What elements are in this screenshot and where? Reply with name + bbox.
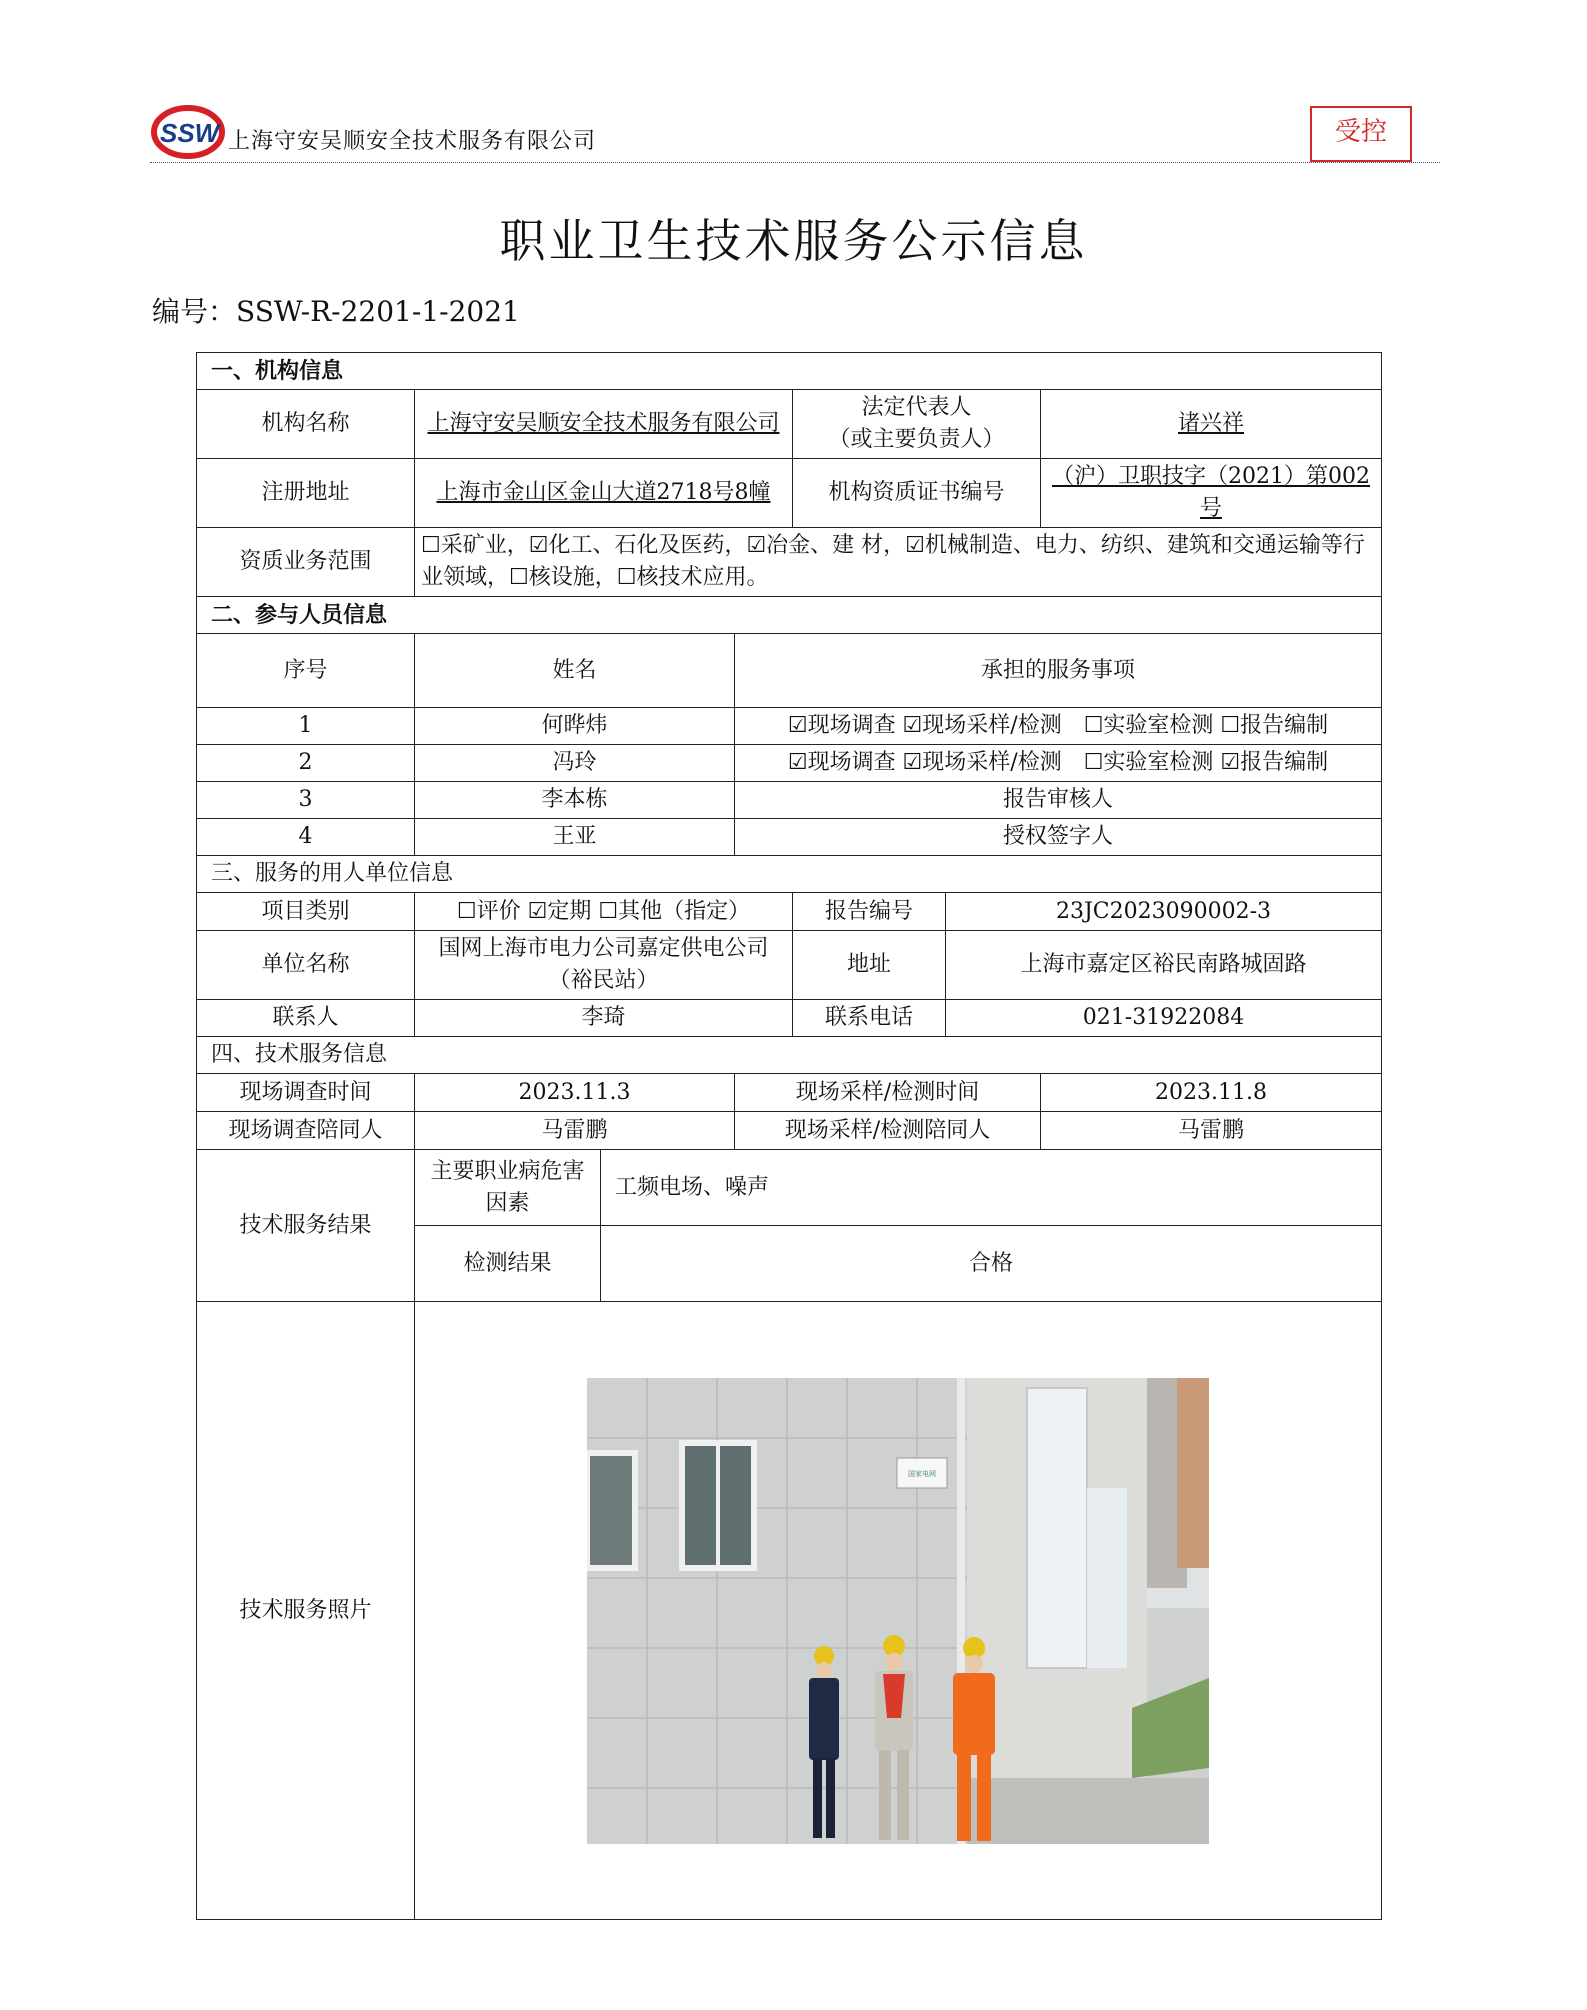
ssw-logo (150, 100, 228, 162)
controlled-stamp: 受控 (1310, 106, 1412, 162)
staff-row (197, 819, 1382, 856)
page-header (150, 96, 1440, 166)
logo-text: SSW (160, 118, 220, 148)
header-divider (150, 162, 1440, 163)
page-title: 职业卫生技术服务公示信息 (499, 214, 1088, 268)
staff-no: 3 (197, 782, 415, 819)
staff-name: 王亚 (415, 819, 735, 856)
contact-label: 联系人 (197, 1000, 415, 1037)
wall-sign: 国家电网 (908, 1469, 936, 1478)
detect-result-value: 合格 (601, 1226, 1382, 1302)
staff-duty: 授权签字人 (735, 819, 1382, 856)
staff-name: 冯玲 (415, 745, 735, 782)
address-value: 上海市金山区金山大道2718号8幢 (415, 459, 793, 528)
photo-cell (415, 1302, 1382, 1920)
survey-time-value: 2023.11.3 (415, 1074, 735, 1112)
hazard-value: 工频电场、噪声 (601, 1150, 1382, 1226)
org-name-value: 上海守安吴顺安全技术服务有限公司 (415, 390, 793, 459)
col-header-no: 序号 (197, 634, 415, 708)
project-type-label: 项目类别 (197, 893, 415, 931)
phone-value: 021-31922084 (946, 1000, 1382, 1037)
section-heading-org: 一、机构信息 (197, 353, 1382, 390)
phone-label: 联系电话 (793, 1000, 946, 1037)
info-table (196, 352, 1382, 1920)
scope-value: ☐采矿业，☑化工、石化及医药，☑冶金、建 材，☑机械制造、电力、纺织、建筑和交通运输等行业领域，☐核设施，☐核技术应用。 (415, 528, 1382, 597)
sample-time-label: 现场采样/检测时间 (735, 1074, 1041, 1112)
unit-name-label: 单位名称 (197, 931, 415, 1000)
staff-row (197, 708, 1382, 745)
staff-no: 1 (197, 708, 415, 745)
document-number: 编号：SSW-R-2201-1-2021 (152, 295, 520, 328)
survey-escort-value: 马雷鹏 (415, 1112, 735, 1150)
service-photo (587, 1378, 1209, 1844)
legal-rep-value: 诸兴祥 (1041, 390, 1382, 459)
cert-value: （沪）卫职技字（2021）第002号 (1041, 459, 1382, 528)
photo-label: 技术服务照片 (197, 1302, 415, 1920)
legal-rep-label: 法定代表人 （或主要负责人） (793, 390, 1041, 459)
staff-row (197, 745, 1382, 782)
staff-no: 2 (197, 745, 415, 782)
staff-row (197, 782, 1382, 819)
sample-escort-label: 现场采样/检测陪同人 (735, 1112, 1041, 1150)
project-type-value: ☐评价 ☑定期 ☐其他（指定） (415, 893, 793, 931)
staff-duty: ☑现场调查 ☑现场采样/检测 ☐实验室检测 ☑报告编制 (735, 745, 1382, 782)
staff-duty: 报告审核人 (735, 782, 1382, 819)
contact-value: 李琦 (415, 1000, 793, 1037)
section-heading-client: 三、服务的用人单位信息 (197, 856, 1382, 893)
detect-result-label: 检测结果 (415, 1226, 601, 1302)
staff-duty: ☑现场调查 ☑现场采样/检测 ☐实验室检测 ☐报告编制 (735, 708, 1382, 745)
staff-name: 何晔炜 (415, 708, 735, 745)
report-no-label: 报告编号 (793, 893, 946, 931)
org-name-label: 机构名称 (197, 390, 415, 459)
col-header-name: 姓名 (415, 634, 735, 708)
hazard-label: 主要职业病危害因素 (415, 1150, 601, 1226)
service-result-label: 技术服务结果 (197, 1150, 415, 1302)
scope-label: 资质业务范围 (197, 528, 415, 597)
section-heading-service: 四、技术服务信息 (197, 1037, 1382, 1074)
survey-time-label: 现场调查时间 (197, 1074, 415, 1112)
col-header-duty: 承担的服务事项 (735, 634, 1382, 708)
unit-name-value: 国网上海市电力公司嘉定供电公司（裕民站） (415, 931, 793, 1000)
sample-escort-value: 马雷鹏 (1041, 1112, 1382, 1150)
address-label: 注册地址 (197, 459, 415, 528)
report-no-value: 23JC2023090002-3 (946, 893, 1382, 931)
survey-escort-label: 现场调查陪同人 (197, 1112, 415, 1150)
staff-no: 4 (197, 819, 415, 856)
unit-address-value: 上海市嘉定区裕民南路城固路 (946, 931, 1382, 1000)
site-photo-illustration (587, 1378, 1209, 1844)
section-heading-staff: 二、参与人员信息 (197, 597, 1382, 634)
sample-time-value: 2023.11.8 (1041, 1074, 1382, 1112)
company-name: 上海守安吴顺安全技术服务有限公司 (228, 129, 597, 154)
staff-name: 李本栋 (415, 782, 735, 819)
unit-address-label: 地址 (793, 931, 946, 1000)
cert-label: 机构资质证书编号 (793, 459, 1041, 528)
